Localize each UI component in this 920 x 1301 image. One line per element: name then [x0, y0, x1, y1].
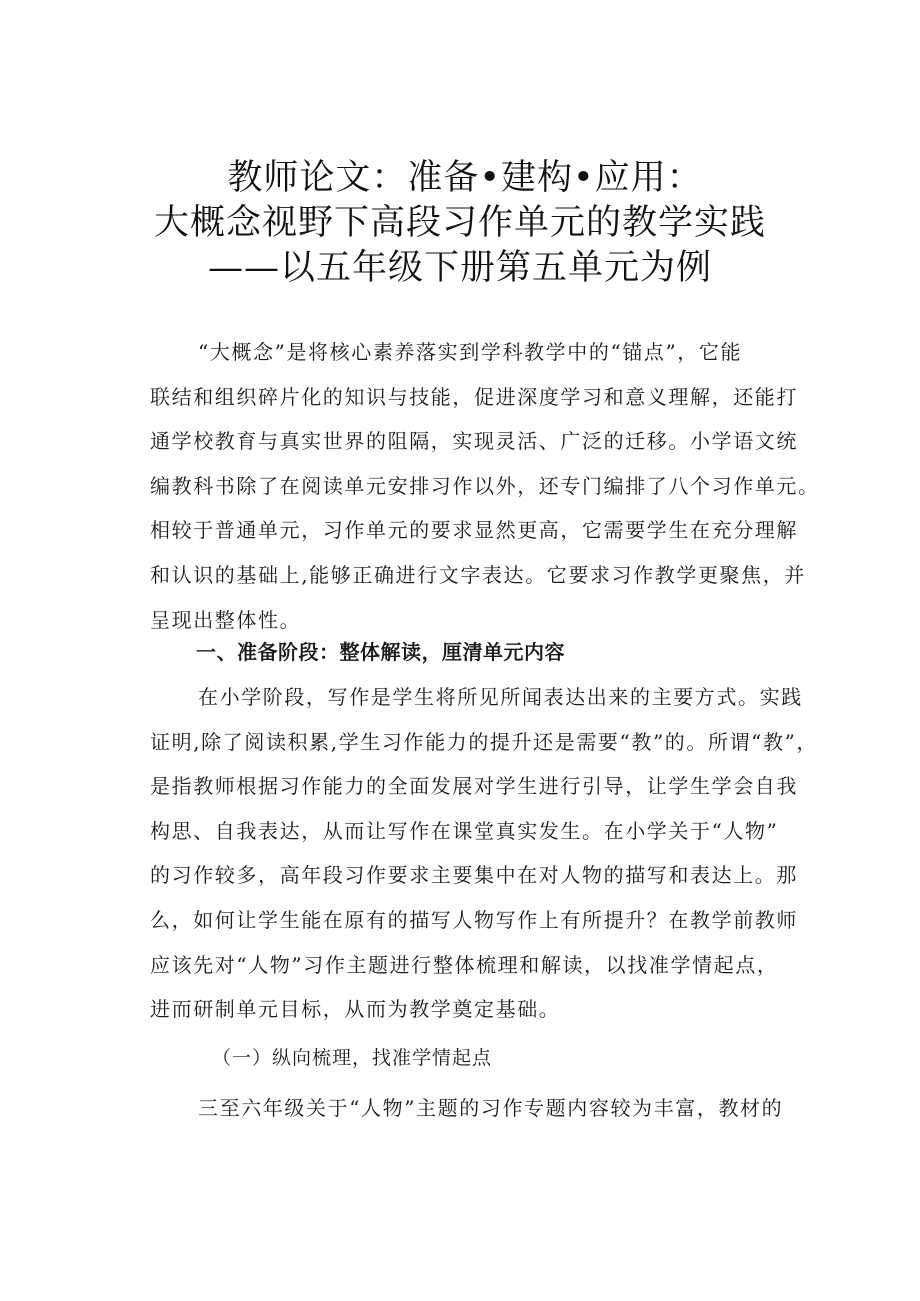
title-line-2: 大概念视野下高段习作单元的教学实践 [153, 203, 766, 243]
subsection1-line: 三至六年级关于“人物”主题的习作专题内容较为丰富，教材的 [198, 1096, 784, 1120]
section1-line: 构思、自我表达，从而让写作在课堂真实发生。在小学关于“人物” [150, 818, 779, 843]
title-line-3: ——以五年级下册第五单元为例 [207, 248, 712, 288]
intro-line: 联结和组织碎片化的知识与技能，促进深度学习和意义理解，还能打 [150, 384, 798, 409]
section-heading-1: 一、准备阶段：整体解读，厘清单元内容 [196, 640, 565, 664]
section1-line: 的习作较多，高年段习作要求主要集中在对人物的描写和表达上。那 [150, 863, 798, 888]
section1-paragraph [150, 675, 819, 1032]
intro-line: 相较于普通单元，习作单元的要求显然更高，它需要学生在充分理解 [150, 518, 798, 543]
intro-line: “大概念”是将核心素养落实到学科教学中的“锚点”，它能 [198, 340, 743, 364]
section1-line: 么，如何让学生能在原有的描写人物写作上有所提升？在教学前教师 [150, 907, 798, 932]
section1-line: 是指教师根据习作能力的全面发展对学生进行引导，让学生学会自我 [150, 774, 798, 799]
intro-paragraph [150, 330, 820, 642]
section1-line: 在小学阶段，写作是学生将所见所闻表达出来的主要方式。实践 [198, 685, 803, 709]
subsection-heading-1: （一）纵向梳理，找准学情起点 [212, 1047, 493, 1069]
intro-line: 通学校教育与真实世界的阻隔，实现灵活、广泛的迁移。小学语文统 [150, 429, 798, 454]
intro-line: 和认识的基础上,能够正确进行文字表达。它要求习作教学更聚焦，并 [150, 562, 806, 587]
title-line-1: 教师论文：准备•建构•应用： [227, 158, 703, 198]
intro-line: 呈现出整体性。 [150, 607, 302, 632]
section1-line: 应该先对“人物”习作主题进行整体梳理和解读，以找准学情起点， [150, 952, 779, 977]
intro-line: 编教科书除了在阅读单元安排习作以外，还专门编排了八个习作单元。 [150, 473, 820, 498]
section1-line: 进而研制单元目标，从而为教学奠定基础。 [150, 997, 561, 1022]
section1-line: 证明,除了阅读积累,学生习作能力的提升还是需要“教”的。所谓“教”， [150, 729, 819, 754]
